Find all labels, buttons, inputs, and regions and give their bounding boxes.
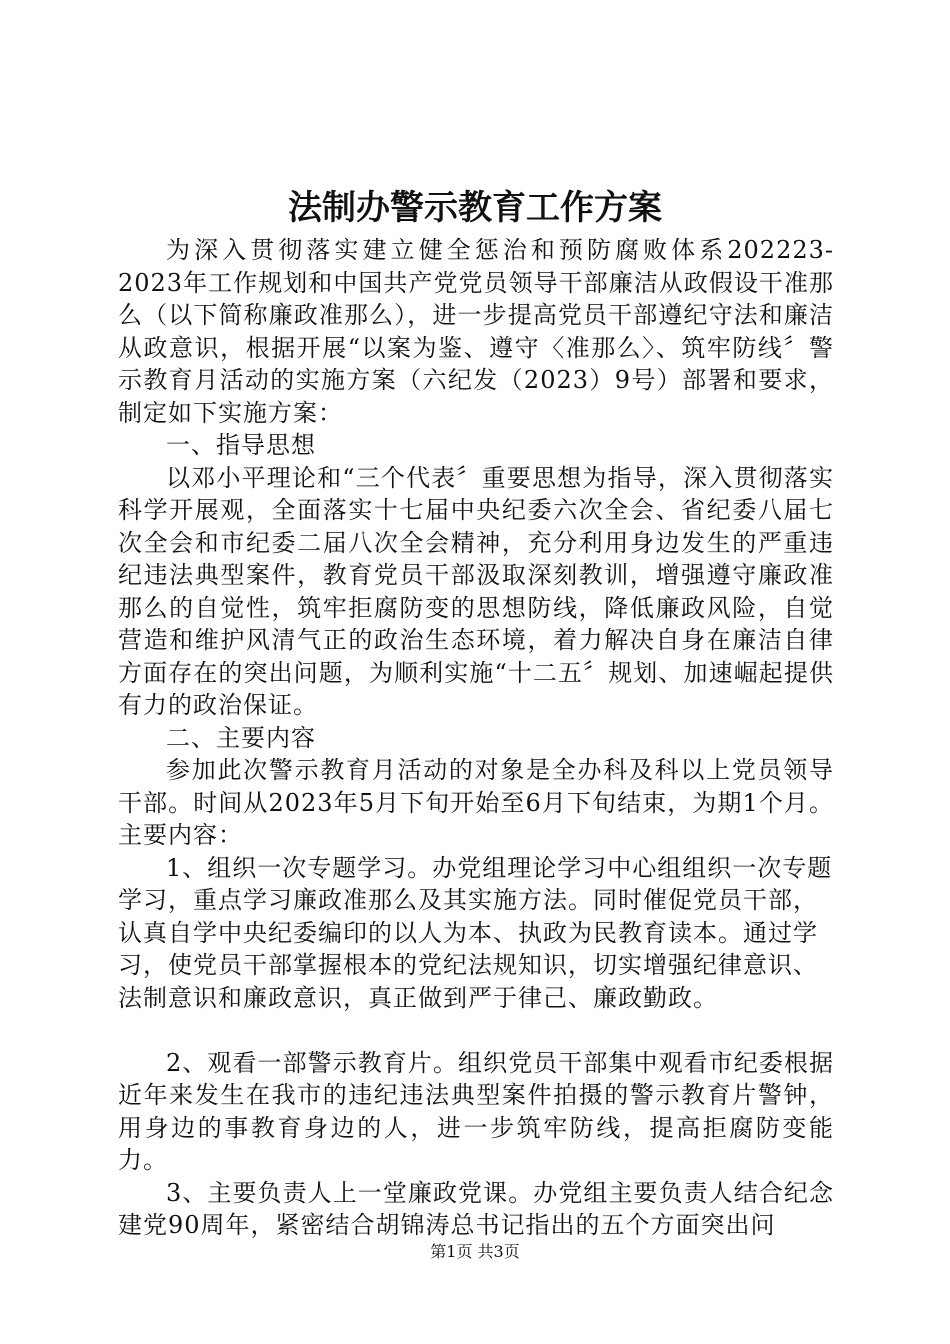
paragraph-item-1: 1、组织一次专题学习。办党组理论学习中心组组织一次专题学习，重点学习廉政准那么及其实施方法。同时催促党员干部，认真自学中央纪委编印的以人为本、执政为民教育读本。通过学习，使党员干部掌握根本的党纪法规知识，切实增强纪律意识、法制意识和廉政意识，真正做到严于律己、廉政勤政。 — [118, 853, 833, 1012]
paragraph-spacer — [118, 1014, 834, 1047]
paragraph-guiding-thought: 以邓小平理论和“三个代表〞重要思想为指导，深入贯彻落实科学开展观，全面落实十七届中央纪委六次全会、省纪委八届七次全会和市纪委二届八次全会精神，充分利用身边发生的严重违纪违法典型案件，教育党员干部汲取深刻教训，增强遵守廉政准那么的自觉性，筑牢拒腐防变的思想防线，降低廉政风险，自觉营造和维护风清气正的政治生态环境，着力解决自身在廉洁自律方面存在的突出问题，为顺利实施“十二五〞规划、加速崛起提供有力的政治保证。 — [118, 463, 834, 719]
document-body — [118, 234, 834, 1242]
paragraph-item-3: 3、主要负责人上一堂廉政党课。办党组主要负责人结合纪念建党90周年，紧密结合胡锦涛总书记指出的五个方面突出问 — [118, 1178, 834, 1239]
section-heading-guiding-thought: 一、指导思想 — [166, 431, 316, 459]
document-title: 法制办警示教育工作方案 — [288, 188, 662, 228]
section-heading-main-content: 二、主要内容 — [166, 723, 316, 752]
page-footer: 第1页 共3页 — [430, 1242, 520, 1261]
paragraph-item-2: 2、观看一部警示教育片。组织党员干部集中观看市纪委根据近年来发生在我市的违纪违法典型案件拍摄的警示教育片警钟，用身边的事教育身边的人，进一步筑牢防线，提高拒腐防变能力。 — [118, 1048, 834, 1174]
paragraph-intro: 为深入贯彻落实建立健全惩治和预防腐败体系202223-2023年工作规划和中国共产党党员领导干部廉洁从政假设干准那么（以下简称廉政准那么），进一步提高党员干部遵纪守法和廉洁从政意识，根据开展“以案为鉴、遵守〈准那么〉、筑牢防线〞警示教育月活动的实施方案（六纪发（2023）9号）部署和要求，制定如下实施方案： — [118, 236, 834, 427]
paragraph-participants: 参加此次警示教育月活动的对象是全办科及科以上党员领导干部。时间从2023年5月下旬开始至6月下旬结束，为期1个月。主要内容： — [118, 756, 834, 849]
